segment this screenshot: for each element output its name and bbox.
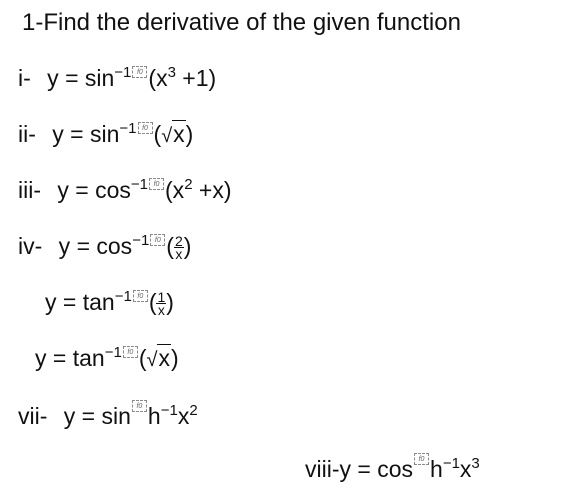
radicand: x (158, 345, 170, 371)
missing-glyph-icon: f0 (132, 66, 147, 78)
hyperbolic-suffix: h (430, 456, 443, 482)
inverse-exponent: −1 (114, 64, 132, 81)
missing-glyph-icon: f0 (133, 290, 148, 302)
problem-label: viii- (305, 456, 340, 482)
function-name: tan (72, 345, 105, 371)
problem-label: iv- (18, 233, 43, 259)
function-name: sin (84, 65, 115, 91)
fraction-numerator: 1 (157, 289, 166, 306)
fraction-numerator: 2 (174, 233, 183, 250)
argument-close: ) (170, 345, 179, 371)
argument-exponent: 2 (184, 176, 193, 193)
missing-glyph-icon: f0 (150, 234, 165, 246)
inverse-exponent: −1 (119, 120, 137, 137)
fraction-denominator: x (157, 302, 165, 319)
inverse-exponent: −1 (132, 232, 150, 249)
argument-open: ( (153, 121, 162, 147)
equals-sign: = (75, 177, 89, 203)
argument: x (177, 403, 190, 429)
missing-glyph-icon: f0 (123, 346, 138, 358)
function-name: cos (95, 177, 131, 203)
fraction-denominator: x (175, 246, 183, 263)
missing-glyph-icon: f0 (138, 122, 153, 134)
problem-i (18, 64, 216, 92)
sqrt-icon: √ (161, 125, 173, 147)
equals-sign: = (52, 345, 67, 371)
argument-open: ( (166, 233, 174, 259)
function-name: tan (82, 289, 115, 315)
problem-vi (35, 344, 179, 374)
problem-ii (18, 120, 193, 150)
problem-vii (18, 400, 198, 430)
argument-open: ( (138, 345, 147, 371)
function-name: sin (90, 121, 120, 147)
argument-open: (x (148, 65, 168, 91)
missing-glyph-icon: f0 (132, 400, 147, 412)
lhs-variable: y (58, 233, 71, 259)
function-name: cos (377, 456, 414, 482)
function-name: sin (101, 403, 131, 429)
inverse-exponent: −1 (104, 344, 122, 361)
lhs-variable: y (35, 345, 47, 371)
lhs-variable: y (63, 403, 76, 429)
equals-sign: = (70, 121, 84, 147)
sqrt-icon: √ (146, 349, 158, 371)
inverse-exponent: −1 (160, 402, 178, 419)
equals-sign: = (62, 289, 77, 315)
inverse-exponent: −1 (130, 176, 149, 193)
equals-sign: = (65, 65, 79, 91)
argument: x (459, 456, 472, 482)
page-title: 1-Find the derivative of the given function (22, 9, 461, 36)
inverse-exponent: −1 (442, 455, 460, 472)
missing-glyph-icon: f0 (149, 178, 164, 190)
lhs-variable: y (47, 65, 59, 91)
fraction (156, 289, 166, 319)
argument-open: ( (148, 289, 157, 315)
problem-label: vii- (18, 403, 48, 429)
argument-exponent: 2 (189, 402, 198, 419)
argument-close: ) (166, 289, 174, 315)
problem-label: i- (18, 65, 31, 91)
argument-exponent: 3 (471, 455, 480, 472)
problem-viii (305, 453, 480, 483)
problem-label: iii- (18, 177, 41, 203)
equals-sign: = (81, 403, 96, 429)
equals-sign: = (357, 456, 371, 482)
lhs-variable: y (339, 456, 351, 482)
lhs-variable: y (45, 289, 57, 315)
radicand: x (173, 121, 185, 147)
problem-iii (18, 176, 232, 204)
argument-open: (x (165, 177, 185, 203)
problem-v (45, 288, 174, 319)
problem-label: ii- (18, 121, 36, 147)
missing-glyph-icon: f0 (414, 453, 429, 465)
argument-close: +x) (192, 177, 232, 203)
fraction (174, 233, 184, 263)
hyperbolic-suffix: h (147, 403, 161, 429)
inverse-exponent: −1 (114, 288, 132, 305)
problem-iv (18, 232, 192, 263)
argument-exponent: 3 (167, 64, 176, 81)
lhs-variable: y (52, 121, 64, 147)
function-name: cos (96, 233, 133, 259)
argument-close: ) (185, 121, 194, 147)
lhs-variable: y (57, 177, 69, 203)
equals-sign: = (76, 233, 90, 259)
argument-close: ) (183, 233, 192, 259)
argument-close: +1) (175, 65, 217, 91)
